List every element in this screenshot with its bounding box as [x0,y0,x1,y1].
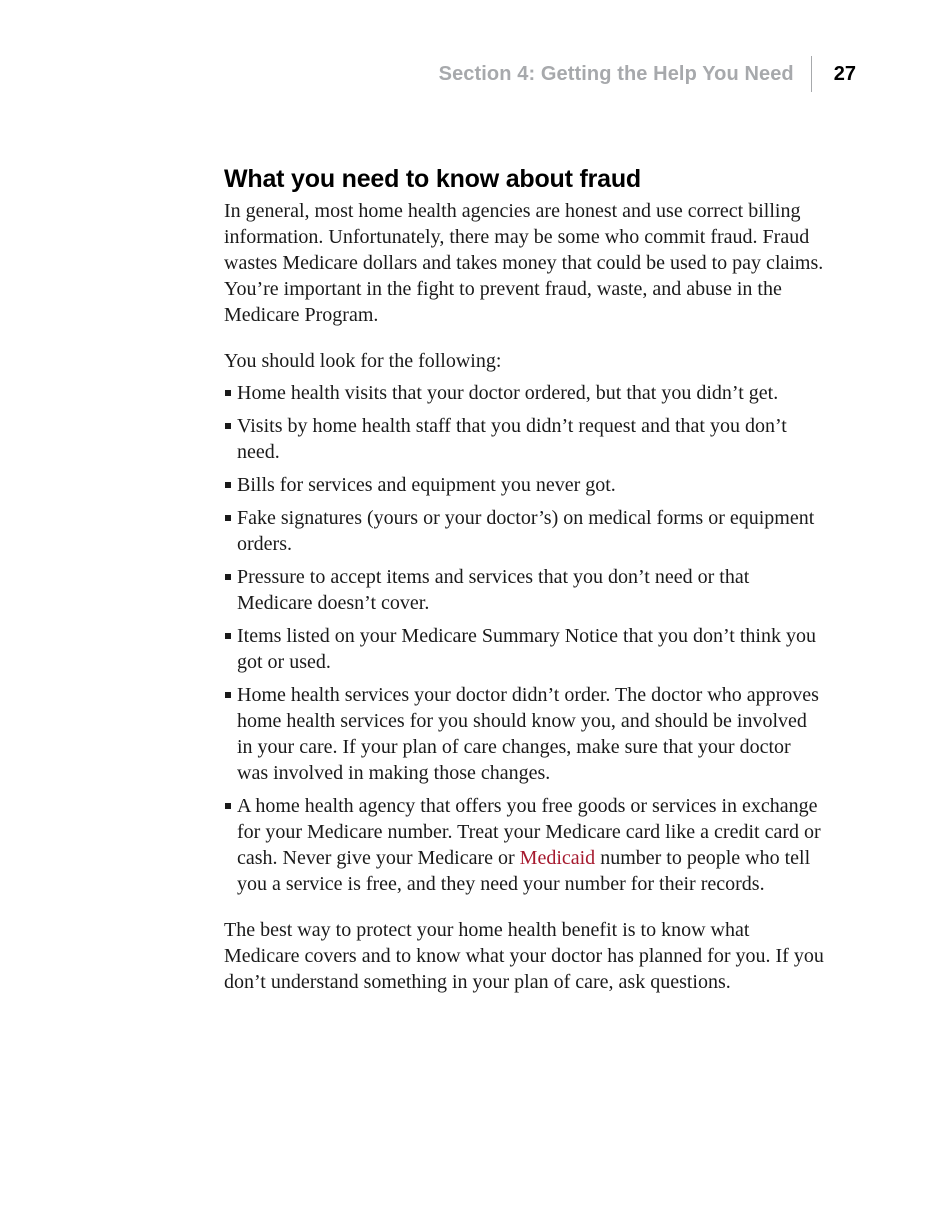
main-content [224,162,824,995]
list-item-text: Home health visits that your doctor ordered, but that you didn’t get. [237,382,779,404]
header-divider [811,56,812,92]
list-item [224,472,824,498]
bullet-square-icon [225,692,231,698]
list-item [224,564,824,616]
bullet-square-icon [225,803,231,809]
list-item-text: Fake signatures (yours or your doctor’s) on medical forms or equipment orders. [237,507,815,555]
list-item [224,413,824,465]
page-title: What you need to know about fraud [224,165,641,193]
list-item [224,682,824,786]
intro-paragraph: In general, most home health agencies are honest and use correct billing information. Unfortunately, there may be some who commit fraud. Fraud wastes Medicare dollars and takes money that could be used to pay claims. You’re important in the fight to prevent fraud, waste, and abuse in the Medicare Program. [224,200,824,326]
list-item-text: Home health services your doctor didn’t order. The doctor who approves home health services for you should know you, and should be involved in your care. If your plan of care changes, make sure that your doctor was involved in making those changes. [237,684,819,784]
list-item [224,793,824,897]
bullet-square-icon [225,515,231,521]
medicaid-link[interactable]: Medicaid [519,847,596,869]
bullet-square-icon [225,482,231,488]
list-item-text-after-link: number to people who tell you a service is free, and they need your number for their records. [237,847,811,895]
bullet-square-icon [225,390,231,396]
section-title: Section 4: Getting the Help You Need [438,62,794,85]
list-item-text: Pressure to accept items and services that you don’t need or that Medicare doesn’t cover. [237,566,750,614]
closing-paragraph: The best way to protect your home health benefit is to know what Medicare covers and to know what your doctor has planned for you. If you don’t understand something in your plan of care, ask questions. [224,919,824,993]
running-header [439,56,856,92]
list-item-text: Visits by home health staff that you didn’t request and that you don’t need. [237,415,787,463]
list-item [224,380,824,406]
bullet-square-icon [225,423,231,429]
bullet-square-icon [225,574,231,580]
list-item-text: Bills for services and equipment you never got. [237,474,616,496]
list-item-text-before-link: A home health agency that offers you free goods or services in exchange for your Medicare number. Treat your Medicare card like a credit card or cash. Never give your Medicare or [237,795,821,869]
fraud-signs-list [224,380,824,897]
bullet-square-icon [225,633,231,639]
list-item [224,623,824,675]
list-item-text: Items listed on your Medicare Summary Notice that you don’t think you got or used. [237,625,816,673]
list-item [224,505,824,557]
list-lead: You should look for the following: [224,350,502,372]
page-number: 27 [833,62,856,85]
